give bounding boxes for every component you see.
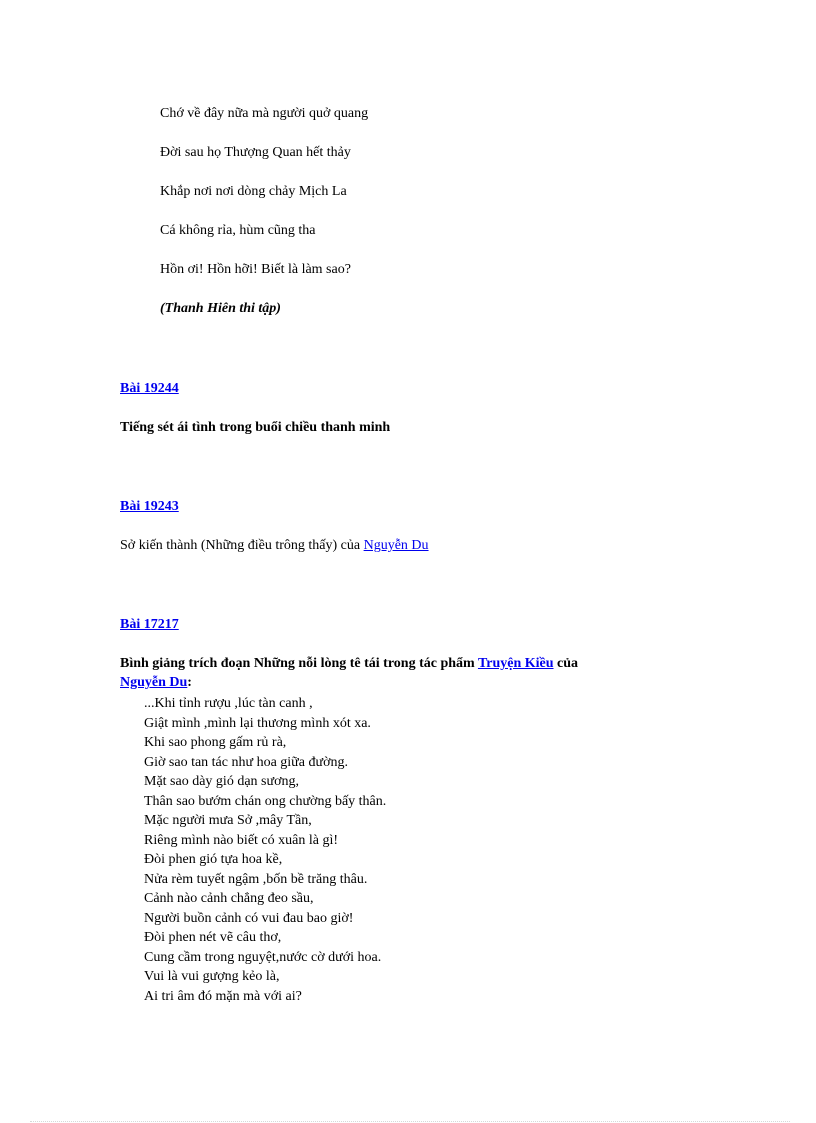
entry-title-19243 [120,537,429,555]
verse-line: Riêng mình nào biết có xuân là gì! [144,832,339,848]
verse-line: Đòi phen gió tựa hoa kề, [144,852,283,867]
poem-line: Hồn ơi! Hồn hỡi! Biết là làm sao? [160,262,351,277]
verse-line: Giật mình ,mình lại thương mình xót xa. [144,715,371,731]
poem-line: Khắp nơi nơi dòng chảy Mịch La [160,184,347,199]
verse-line: Giờ sao tan tác như hoa giữa đường. [144,754,348,770]
verse-line: Đòi phen nét vẽ câu thơ, [144,930,282,945]
author-link-nguyen-du[interactable]: Nguyễn Du [363,538,429,553]
entry-title-17217-cont [120,674,192,692]
verse-line: Mặt sao dày gió dạn sương, [144,774,299,789]
entry-title-suffix: : [187,675,192,690]
page-bottom-rule [30,1121,790,1122]
entry-title-prefix: Bình giảng trích đoạn Những nỗi lòng tê tái trong tác phẩm [120,656,478,671]
entry-title-text: Sở kiến thành (Những điều trông thấy) của [120,538,364,553]
entry-title-mid: của [553,656,579,671]
verse-line: Người buồn cảnh có vui đau bao giờ! [144,910,354,926]
poem-source: (Thanh Hiên thi tập) [160,301,281,316]
entry-19243 [120,498,179,516]
entry-17217 [120,616,179,634]
poem-line: Chớ về đây nữa mà người quở quang [160,106,369,121]
work-link-truyen-kieu[interactable]: Truyện Kiều [477,656,554,671]
poem-line: Cá không rỉa, hùm cũng tha [160,223,316,238]
entry-19244 [120,380,179,398]
verse-line: Vui là vui gượng kẻo là, [144,969,280,984]
author-link-nguyen-du[interactable]: Nguyễn Du [120,675,188,690]
verse-line: Khi sao phong gấm rủ rà, [144,735,287,750]
verse-line: Ai tri âm đó mặn mà với ai? [144,988,302,1004]
verse-line: Thân sao bướm chán ong chường bấy thân. [144,793,387,809]
entry-title-19244: Tiếng sét ái tình trong buổi chiều thanh minh [120,420,391,435]
verse-line: Mặc người mưa Sở ,mây Tần, [144,813,312,828]
kieu-verse [144,694,386,1006]
verse-line: Nửa rèm tuyết ngậm ,bốn bề trăng thâu. [144,871,368,887]
entry-link-19244[interactable]: Bài 19244 [120,381,179,396]
entry-link-17217[interactable]: Bài 17217 [120,617,179,632]
poem-line: Đời sau họ Thượng Quan hết thảy [160,145,351,160]
verse-line: Cung cầm trong nguyệt,nước cờ dưới hoa. [144,949,382,965]
entry-title-17217 [120,655,578,673]
verse-line: ...Khi tỉnh rượu ,lúc tàn canh , [144,696,313,711]
verse-line: Cảnh nào cảnh chẳng đeo sầu, [144,891,314,906]
entry-link-19243[interactable]: Bài 19243 [120,499,179,514]
